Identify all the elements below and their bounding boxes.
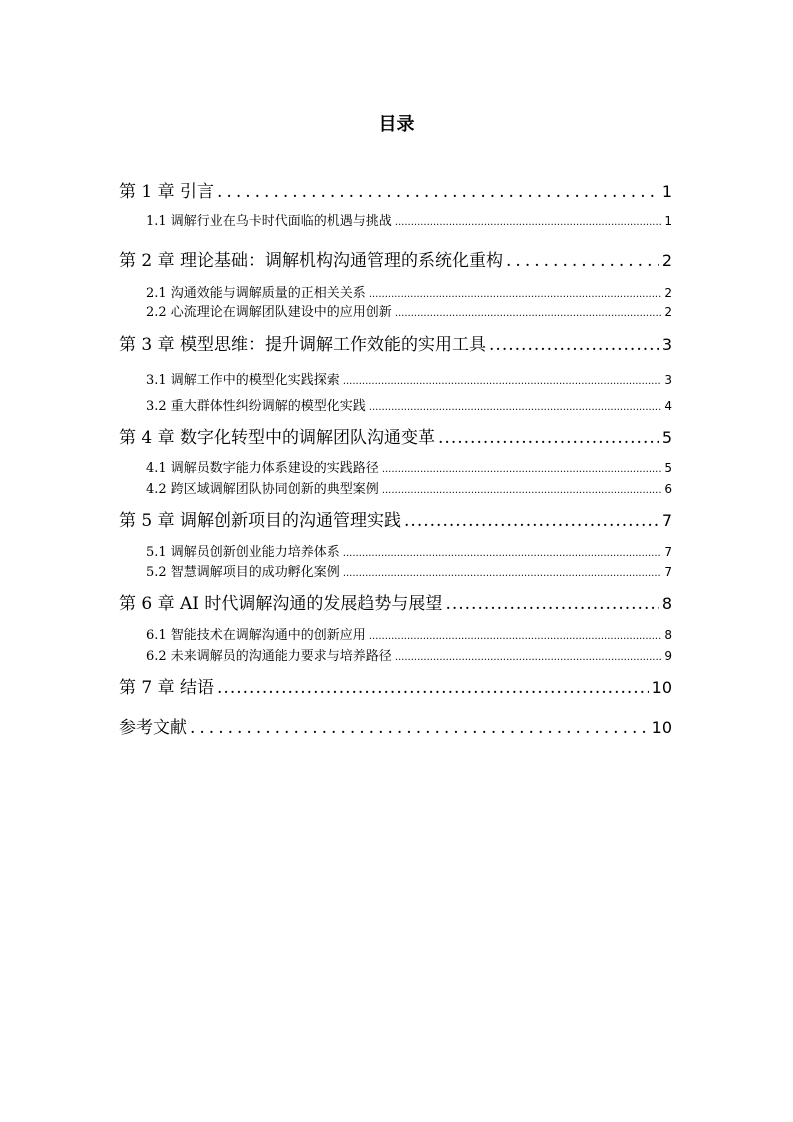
toc-entry-page: 7	[661, 511, 672, 530]
toc-entry-chapter-7	[119, 676, 672, 700]
toc-entry-label: 1.1 调解行业在乌卡时代面临的机遇与挑战	[146, 214, 392, 229]
toc-entry-label: 第 5 章 调解创新项目的沟通管理实践	[119, 511, 402, 531]
toc-entry-page: 1	[664, 214, 672, 228]
dot-leader	[369, 399, 662, 417]
dot-leader	[190, 716, 649, 740]
toc-entry-section-2-1	[146, 284, 672, 304]
toc-entry-label: 4.1 调解员数字能力体系建设的实践路径	[146, 461, 379, 476]
dot-leader	[489, 333, 659, 357]
dot-leader	[404, 509, 659, 533]
dot-leader	[343, 565, 662, 583]
dot-leader	[395, 305, 662, 323]
toc-entry-label: 第 6 章 AI 时代调解沟通的发展趋势与展望	[119, 594, 443, 614]
toc-entry-page: 4	[664, 399, 672, 413]
toc-entry-section-5-1	[146, 543, 672, 563]
dot-leader	[217, 180, 659, 204]
toc-entry-section-4-2	[146, 480, 672, 500]
toc-entry-label: 6.1 智能技术在调解沟通中的创新应用	[146, 628, 366, 643]
toc-entry-label: 5.2 智慧调解项目的成功孵化案例	[146, 565, 340, 580]
dot-leader	[445, 592, 658, 616]
toc-entry-chapter-6	[119, 592, 672, 616]
dot-leader	[343, 373, 662, 391]
toc-entry-section-4-1	[146, 459, 672, 479]
toc-entry-label: 6.2 未来调解员的沟通能力要求与培养路径	[146, 649, 392, 664]
toc-entry-section-3-2	[146, 397, 672, 417]
toc-entry-label: 第 2 章 理论基础：调解机构沟通管理的系统化重构	[119, 251, 504, 271]
toc-entry-chapter-2	[119, 249, 672, 273]
toc-entry-page: 10	[651, 678, 672, 697]
toc-entry-page: 2	[664, 286, 672, 300]
dot-leader	[217, 676, 649, 700]
toc-entry-page: 10	[651, 718, 672, 737]
toc-entry-page: 2	[661, 251, 672, 270]
toc-entry-section-5-2	[146, 563, 672, 583]
toc-entry-label: 第 3 章 模型思维：提升调解工作效能的实用工具	[119, 335, 487, 355]
toc-entry-chapter-4	[119, 426, 672, 450]
dot-leader	[382, 482, 662, 500]
toc-entry-page: 5	[664, 461, 672, 475]
toc-entry-page: 6	[664, 482, 672, 496]
toc-entry-section-2-2	[146, 303, 672, 323]
toc-entry-page: 8	[661, 594, 672, 613]
toc-entry-label: 2.1 沟通效能与调解质量的正相关关系	[146, 286, 366, 301]
toc-entry-label: 第 1 章 引言	[119, 182, 215, 202]
toc-entry-page: 8	[664, 628, 672, 642]
toc-title: 目录	[378, 114, 415, 135]
dot-leader	[438, 426, 659, 450]
toc-entry-section-3-1	[146, 371, 672, 391]
toc-entry-page: 9	[664, 649, 672, 663]
dot-leader	[369, 628, 662, 646]
toc-entry-page: 3	[664, 373, 672, 387]
toc-entry-page: 5	[661, 428, 672, 447]
toc-entry-references	[119, 716, 672, 740]
toc-entry-page: 3	[661, 335, 672, 354]
toc-entry-chapter-5	[119, 509, 672, 533]
toc-entry-page: 7	[664, 545, 672, 559]
toc-entry-section-6-1	[146, 626, 672, 646]
dot-leader	[395, 214, 662, 232]
toc-entry-section-1-1	[146, 212, 672, 232]
toc-entry-page: 2	[664, 305, 672, 319]
toc-entry-label: 第 4 章 数字化转型中的调解团队沟通变革	[119, 428, 436, 448]
toc-entry-label: 第 7 章 结语	[119, 678, 215, 698]
toc-entry-label: 5.1 调解员创新创业能力培养体系	[146, 545, 340, 560]
dot-leader	[343, 545, 662, 563]
dot-leader	[369, 286, 662, 304]
dot-leader	[395, 649, 662, 667]
toc-entry-label: 2.2 心流理论在调解团队建设中的应用创新	[146, 305, 392, 320]
toc-entry-chapter-1	[119, 180, 672, 204]
toc-entry-page: 1	[661, 182, 672, 201]
toc-entry-label: 3.2 重大群体性纠纷调解的模型化实践	[146, 399, 366, 414]
toc-entry-chapter-3	[119, 333, 672, 357]
toc-entry-label: 3.1 调解工作中的模型化实践探索	[146, 373, 340, 388]
toc-entry-page: 7	[664, 565, 672, 579]
dot-leader	[382, 461, 662, 479]
toc-entry-section-6-2	[146, 647, 672, 667]
dot-leader	[506, 249, 659, 273]
toc-entry-label: 参考文献	[119, 718, 187, 738]
toc-entry-label: 4.2 跨区域调解团队协同创新的典型案例	[146, 482, 379, 497]
